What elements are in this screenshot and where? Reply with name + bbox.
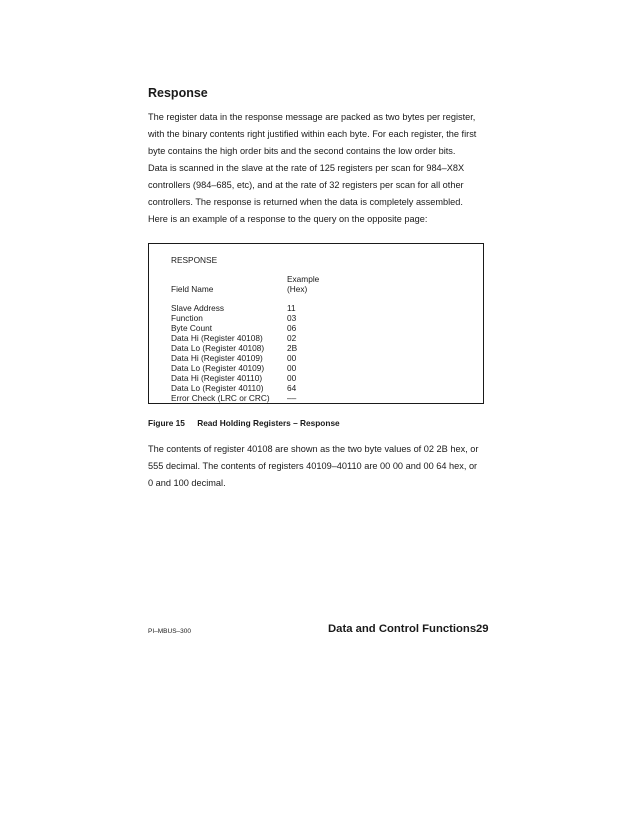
paragraph-line: Here is an example of a response to the query on the opposite page:: [148, 214, 428, 224]
field-name: Error Check (LRC or CRC): [171, 393, 270, 403]
field-value: 00: [287, 373, 297, 383]
field-name: Data Hi (Register 40110): [171, 373, 263, 383]
field-name: Byte Count: [171, 323, 213, 333]
paragraph-line: The register data in the response message are packed as two bytes per register,: [148, 112, 476, 122]
figure-caption-text: Read Holding Registers – Response: [197, 418, 340, 428]
field-value: ––: [287, 393, 297, 403]
paragraph-line: 555 decimal. The contents of registers 40109–40110 are 00 00 and 00 64 hex, or: [148, 461, 478, 471]
field-value: 64: [287, 383, 297, 393]
field-value: 06: [287, 323, 297, 333]
figure-title: RESPONSE: [171, 255, 218, 265]
table-row: [171, 393, 421, 403]
field-value: 00: [287, 363, 297, 373]
field-name: Data Lo (Register 40109): [171, 363, 265, 373]
field-value: 00: [287, 353, 297, 363]
field-name: Slave Address: [171, 303, 225, 313]
paragraph-line: controllers. The response is returned when the data is completely assembled.: [148, 197, 463, 207]
paragraph-line: Data is scanned in the slave at the rate of 125 registers per scan for 984–X8X: [148, 163, 465, 173]
paragraph-scan-rate: [148, 160, 493, 211]
table-row: [171, 363, 421, 373]
field-name: Function: [171, 313, 203, 323]
paragraph-line: byte contains the high order bits and the second contains the low order bits.: [148, 146, 456, 156]
field-rows: [171, 303, 421, 403]
paragraph-register-contents: [148, 441, 493, 492]
table-row: [171, 343, 421, 353]
table-row: [171, 313, 421, 323]
footer-page-number: 29: [476, 623, 489, 635]
column-header-field-name: Field Name: [171, 284, 214, 294]
footer-doc-id: PI–MBUS–300: [148, 628, 191, 635]
column-header-example: Example: [287, 274, 320, 284]
paragraph-register-packing: [148, 109, 493, 160]
section-heading: Response: [148, 86, 208, 100]
field-value: 11: [287, 303, 296, 313]
table-row: [171, 353, 421, 363]
field-name: Data Lo (Register 40108): [171, 343, 265, 353]
figure-caption: [148, 418, 340, 428]
field-name: Data Hi (Register 40108): [171, 333, 263, 343]
column-header-hex: (Hex): [287, 284, 308, 294]
paragraph-line: The contents of register 40108 are shown as the two byte values of 02 2B hex, or: [148, 444, 479, 454]
field-name: Data Lo (Register 40110): [171, 383, 264, 393]
field-value: 2B: [287, 343, 298, 353]
response-figure-box: [148, 243, 484, 404]
paragraph-example-intro: [148, 211, 493, 228]
field-value: 02: [287, 333, 297, 343]
table-row: [171, 303, 421, 313]
paragraph-line: controllers (984–685, etc), and at the rate of 32 registers per scan for all other: [148, 180, 464, 190]
paragraph-line: 0 and 100 decimal.: [148, 478, 226, 488]
paragraph-line: with the binary contents right justified within each byte. For each register, the first: [148, 129, 477, 139]
footer-chapter-title: Data and Control Functions: [328, 623, 477, 635]
field-value: 03: [287, 313, 297, 323]
table-row: [171, 383, 421, 393]
figure-caption-label: Figure 15: [148, 418, 185, 428]
table-row: [171, 323, 421, 333]
table-row: [171, 333, 421, 343]
field-name: Data Hi (Register 40109): [171, 353, 263, 363]
table-row: [171, 373, 421, 383]
